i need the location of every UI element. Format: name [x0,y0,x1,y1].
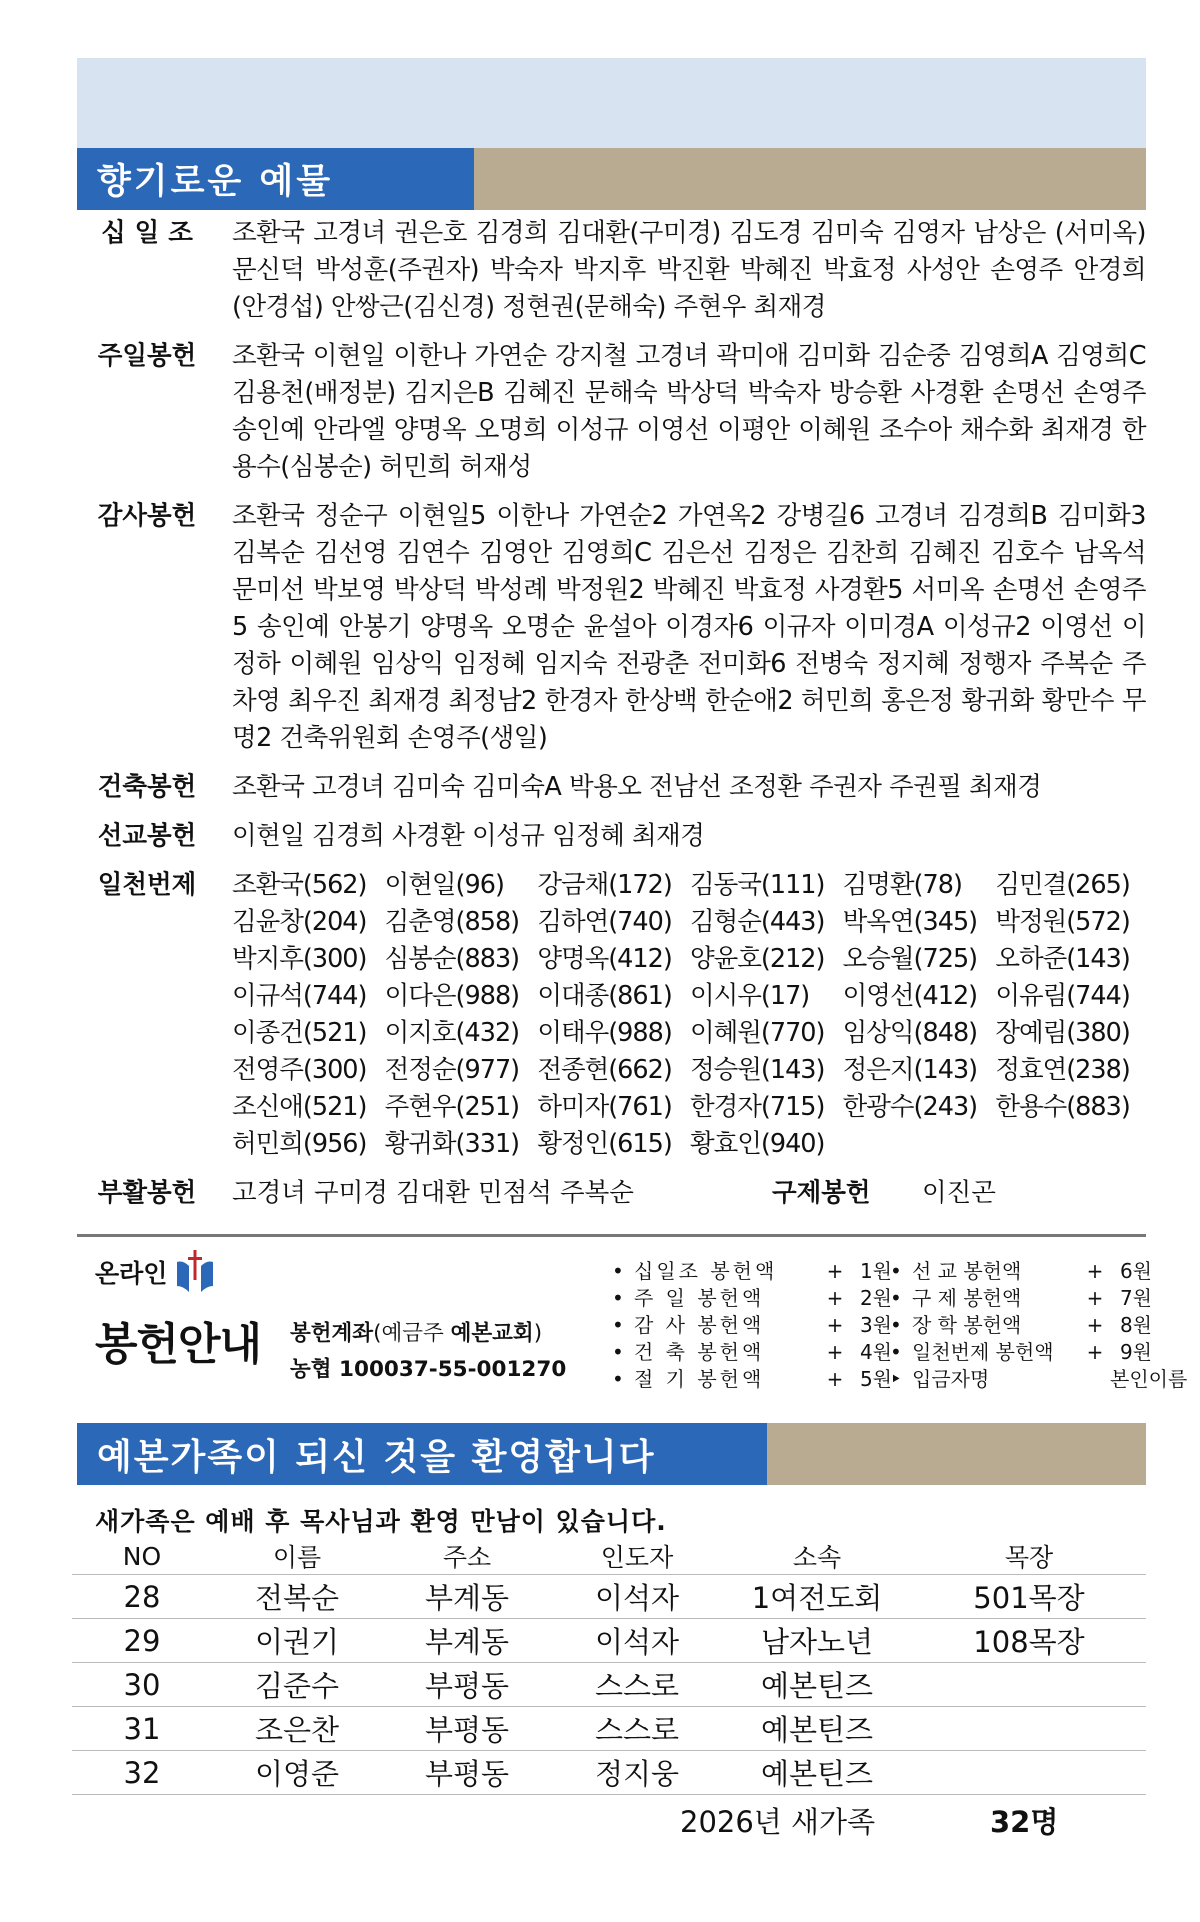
ilchon-entry: 전영주(300) [232,1055,367,1085]
account-holder-prefix: (예금주 [373,1321,451,1346]
account-holder-suffix: ) [533,1321,543,1346]
bullet-icon: ‣ [890,1367,902,1391]
code-plus: + [1086,1313,1104,1337]
ilchon-entry: 황효인(940) [690,1129,825,1159]
bullet-icon: • [612,1286,624,1310]
ilchon-entry: 황귀화(331) [384,1129,520,1159]
ilchon-entry: 김민결(265) [995,870,1130,900]
code-value: 3원 [859,1313,892,1337]
ilchon-entry: 조신애(521) [232,1092,367,1122]
code-value: 7원 [1119,1286,1152,1310]
code-value: 5원 [859,1367,892,1391]
welcome-section-header [77,1423,1146,1485]
ilchon-entry: 김형순(443) [690,907,825,937]
total-label: 2026년 새가족 [680,1805,876,1839]
ilchon-entry: 박지후(300) [232,944,367,974]
ilchon-entry: 이태우(988) [537,1018,672,1048]
offering-names: 조환국 이현일 이한나 가연순 강지철 고경녀 곽미애 김미화 김순중 김영희A 김영희C 김용천(배정분) 김지은B 김혜진 문해숙 박상덕 박숙자 방승환 사경환 손명선 손영주 송인예 안라엘 양명옥 오명희 이성규 이영선 이평안 이혜원 조수아 채수화 최재경 한용수(심봉순) 허민희 허재성 [232,341,1146,482]
offering-code-row [890,1285,1152,1312]
code-value: 6원 [1119,1259,1152,1283]
offering-code-row [612,1366,892,1393]
ilchon-entry: 조환국(562) [232,870,367,900]
ilchon-entry: 박옥연(345) [842,907,978,937]
code-value: 8원 [1119,1313,1152,1337]
table-cell [912,1751,1146,1795]
offering-names: 조환국 고경녀 김미숙 김미숙A 박용오 전남선 조정환 주권자 주권필 최재경 [232,772,1042,802]
table-cell: 30 [72,1663,212,1707]
code-value: 9원 [1119,1340,1152,1364]
code-value: 본인이름 [1110,1367,1188,1391]
table-row [72,1751,1146,1795]
online-label-row [95,1248,261,1296]
ilchon-entry: 이규석(744) [232,981,367,1011]
col-guide: 인도자 [552,1538,722,1575]
ilchon-entry: 허민희(956) [232,1129,367,1159]
ilchon-entry: 한용수(883) [995,1092,1130,1122]
ilchon-entry: 이시우(17) [690,981,810,1011]
col-name: 이름 [212,1538,382,1575]
header-tan-bar [767,1423,1146,1485]
offering-row-resurrection-relief [77,1175,1146,1212]
bank-account [290,1316,566,1388]
offering-label: 십 일 조 [101,218,193,248]
offering-row-ilchon [77,867,1146,1163]
ilchon-entry: 김명환(78) [842,870,962,900]
offering-names: 고경녀 구미경 김대환 민점석 주복순 [232,1178,634,1208]
section-divider [77,1234,1146,1237]
ilchon-entry: 이영선(412) [842,981,978,1011]
table-cell: 스스로 [552,1663,722,1707]
ilchon-entry: 박정원(572) [995,907,1130,937]
table-cell: 부계동 [382,1619,552,1663]
offering-names: 조환국 고경녀 권은호 김경희 김대환(구미경) 김도경 김미숙 김영자 남상은 (서미옥) 문신덕 박성훈(주권자) 박숙자 박지후 박진환 박혜진 박효정 사성안 손영주 안경희(안경섭) 안쌍근(김신경) 정현권(문해숙) 주현우 최재경 [232,218,1146,322]
account-holder-line [290,1316,566,1352]
offering-code-row [890,1366,1188,1393]
ilchon-entry: 한경자(715) [690,1092,825,1122]
table-header-row [72,1538,1146,1575]
total-value: 32명 [990,1805,1059,1839]
ilchon-entry: 김춘영(858) [384,907,520,937]
table-cell: 108목장 [912,1619,1146,1663]
offering-code-row [890,1339,1152,1366]
ilchon-entry: 장예림(380) [995,1018,1130,1048]
offering-label: 일천번제 [97,870,197,900]
code-name: 주 일 봉헌액 [634,1286,765,1310]
code-plus [1080,1366,1110,1393]
ilchon-entry: 이혜원(770) [690,1018,825,1048]
table-cell: 부평동 [382,1663,552,1707]
offering-code-row [612,1339,892,1366]
table-cell: 전복순 [212,1575,382,1619]
church-cross-icon [173,1248,217,1296]
ilchon-entry: 이지호(432) [384,1018,520,1048]
ilchon-entry: 심봉순(883) [384,944,520,974]
ilchon-entry: 이현일(96) [384,870,504,900]
table-cell: 1여전도회 [722,1575,912,1619]
bullet-icon: • [612,1313,624,1337]
table-cell: 정지웅 [552,1751,722,1795]
new-family-table [72,1538,1146,1795]
ilchon-entry: 오하준(143) [995,944,1130,974]
bullet-icon: • [612,1367,624,1391]
table-cell: 28 [72,1575,212,1619]
account-label: 봉헌계좌 [290,1321,374,1346]
table-cell: 조은찬 [212,1707,382,1751]
offering-row-mission [77,818,1146,855]
offering-codes-left [612,1258,892,1393]
ilchon-entry: 김윤창(204) [232,907,367,937]
ilchon-entry: 김동국(111) [690,870,825,900]
offerings-list [77,215,1146,1212]
col-group: 소속 [722,1538,912,1575]
table-cell: 501목장 [912,1575,1146,1619]
offering-row-tithe [77,215,1146,326]
table-row [72,1663,1146,1707]
offering-code-row [612,1312,892,1339]
offering-label: 주일봉헌 [97,341,197,371]
table-cell: 스스로 [552,1707,722,1751]
table-cell: 이석자 [552,1575,722,1619]
code-plus: + [1086,1286,1104,1310]
ilchon-entry: 정은지(143) [842,1055,978,1085]
ilchon-entry: 주현우(251) [384,1092,520,1122]
table-cell: 예본틴즈 [722,1707,912,1751]
ilchon-entry: 이다은(988) [384,981,520,1011]
offering-names: 이진곤 [922,1178,996,1208]
code-name: 장 학 봉헌액 [912,1313,1022,1337]
code-name: 감 사 봉헌액 [634,1313,765,1337]
bullet-icon: • [890,1313,902,1337]
table-cell [912,1663,1146,1707]
code-plus: + [1086,1340,1104,1364]
bullet-icon: • [890,1259,902,1283]
table-cell: 부계동 [382,1575,552,1619]
offering-code-row [890,1258,1152,1285]
offering-codes-right [890,1258,1188,1393]
table-row [72,1619,1146,1663]
table-cell: 예본틴즈 [722,1663,912,1707]
ilchon-entry: 정효연(238) [995,1055,1130,1085]
account-number: 농협 100037-55-001270 [290,1357,567,1382]
table-cell: 이영준 [212,1751,382,1795]
table-cell: 예본틴즈 [722,1751,912,1795]
table-row [72,1707,1146,1751]
ilchon-entry: 한광수(243) [842,1092,978,1122]
code-name: 일천번제 봉헌액 [912,1340,1054,1364]
table-cell: 31 [72,1707,212,1751]
offering-names: 조환국 정순구 이현일5 이한나 가연순2 가연옥2 강병길6 고경녀 김경희B 김미화3 김복순 김선영 김연수 김영안 김영희C 김은선 김정은 김찬희 김혜진 김호수 남옥석 문미선 박보영 박상덕 박성례 박정원2 박혜진 박효정 사경환5 서미옥 손명선 손영주5 송인예 안봉기 양명옥 오명순 윤설아 이경자6 이규자 이미경A 이성규2 이영선 이정하 이혜원 임상익 임정혜 임지숙 전광춘 전미화6 전병숙 정지혜 정행자 주복순 주차영 최우진 최재경 최정남2 한경자 한상백 한순애2 허민희 홍은정 황귀화 황만수 무명2 건축위원회 손영주(생일) [232,501,1146,753]
offering-label: 감사봉헌 [97,501,197,531]
col-cell: 목장 [912,1538,1146,1575]
bullet-icon: • [612,1340,624,1364]
ilchon-entry: 이종건(521) [232,1018,367,1048]
welcome-subtitle: 새가족은 예배 후 목사님과 환영 만남이 있습니다. [95,1507,667,1536]
code-name: 건 축 봉헌액 [634,1340,765,1364]
table-cell: 김준수 [212,1663,382,1707]
code-plus: + [826,1313,844,1337]
online-label: 온라인 [95,1259,168,1288]
bullet-icon: • [612,1259,624,1283]
table-row [72,1575,1146,1619]
code-value: 4원 [859,1340,892,1364]
ilchon-entry: 이대종(861) [537,981,672,1011]
online-offering-block [95,1248,261,1372]
table-cell: 부평동 [382,1707,552,1751]
ilchon-grid [227,867,1146,1163]
offering-names: 이현일 김경희 사경환 이성규 임정혜 최재경 [232,821,705,851]
offering-row-sunday [77,338,1146,486]
offering-code-row [890,1312,1152,1339]
code-name: 입금자명 [912,1367,990,1391]
ilchon-entry: 강금채(172) [537,870,672,900]
code-plus: + [826,1367,844,1391]
offerings-section-title: 향기로운 예물 [77,148,474,210]
ilchon-entry: 오승월(725) [842,944,978,974]
table-cell: 남자노년 [722,1619,912,1663]
code-plus: + [1086,1259,1104,1283]
ilchon-entry: 황정인(615) [537,1129,672,1159]
code-name: 선 교 봉헌액 [912,1259,1022,1283]
code-plus: + [826,1259,844,1283]
top-banner-band [77,58,1146,148]
bullet-icon: • [890,1286,902,1310]
bullet-icon: • [890,1340,902,1364]
offering-row-building [77,769,1146,806]
code-plus: + [826,1340,844,1364]
offering-label: 건축봉헌 [97,772,197,802]
code-name: 절 기 봉헌액 [634,1367,765,1391]
ilchon-entry: 임상익(848) [842,1018,978,1048]
ilchon-entry: 전종현(662) [537,1055,672,1085]
code-name: 구 제 봉헌액 [912,1286,1022,1310]
ilchon-entry: 정승원(143) [690,1055,825,1085]
offering-code-row [612,1285,892,1312]
offering-label: 부활봉헌 [97,1178,197,1208]
ilchon-entry: 김하연(740) [537,907,672,937]
header-tan-bar [474,148,1146,210]
ilchon-entry: 양윤호(212) [690,944,825,974]
table-cell: 이석자 [552,1619,722,1663]
col-no: NO [72,1538,212,1575]
ilchon-entry: 전정순(977) [384,1055,520,1085]
code-value: 1원 [859,1259,892,1283]
table-cell [912,1707,1146,1751]
table-cell: 부평동 [382,1751,552,1795]
offering-row-thanks [77,498,1146,757]
ilchon-entry: 하미자(761) [537,1092,672,1122]
ilchon-entry: 양명옥(412) [537,944,672,974]
code-name: 십일조 봉헌액 [634,1259,778,1283]
table-cell: 32 [72,1751,212,1795]
account-holder: 예본교회 [450,1321,534,1346]
offering-label: 구제봉헌 [772,1178,871,1208]
ilchon-entry: 이유림(744) [995,981,1130,1011]
online-title: 봉헌안내 [95,1319,262,1370]
offering-code-row [612,1258,892,1285]
code-value: 2원 [859,1286,892,1310]
offerings-section-header [77,148,1146,210]
table-cell: 29 [72,1619,212,1663]
code-plus: + [826,1286,844,1310]
table-cell: 이권기 [212,1619,382,1663]
welcome-section-title: 예본가족이 되신 것을 환영합니다 [77,1423,767,1485]
col-address: 주소 [382,1538,552,1575]
offering-label: 선교봉헌 [97,821,197,851]
